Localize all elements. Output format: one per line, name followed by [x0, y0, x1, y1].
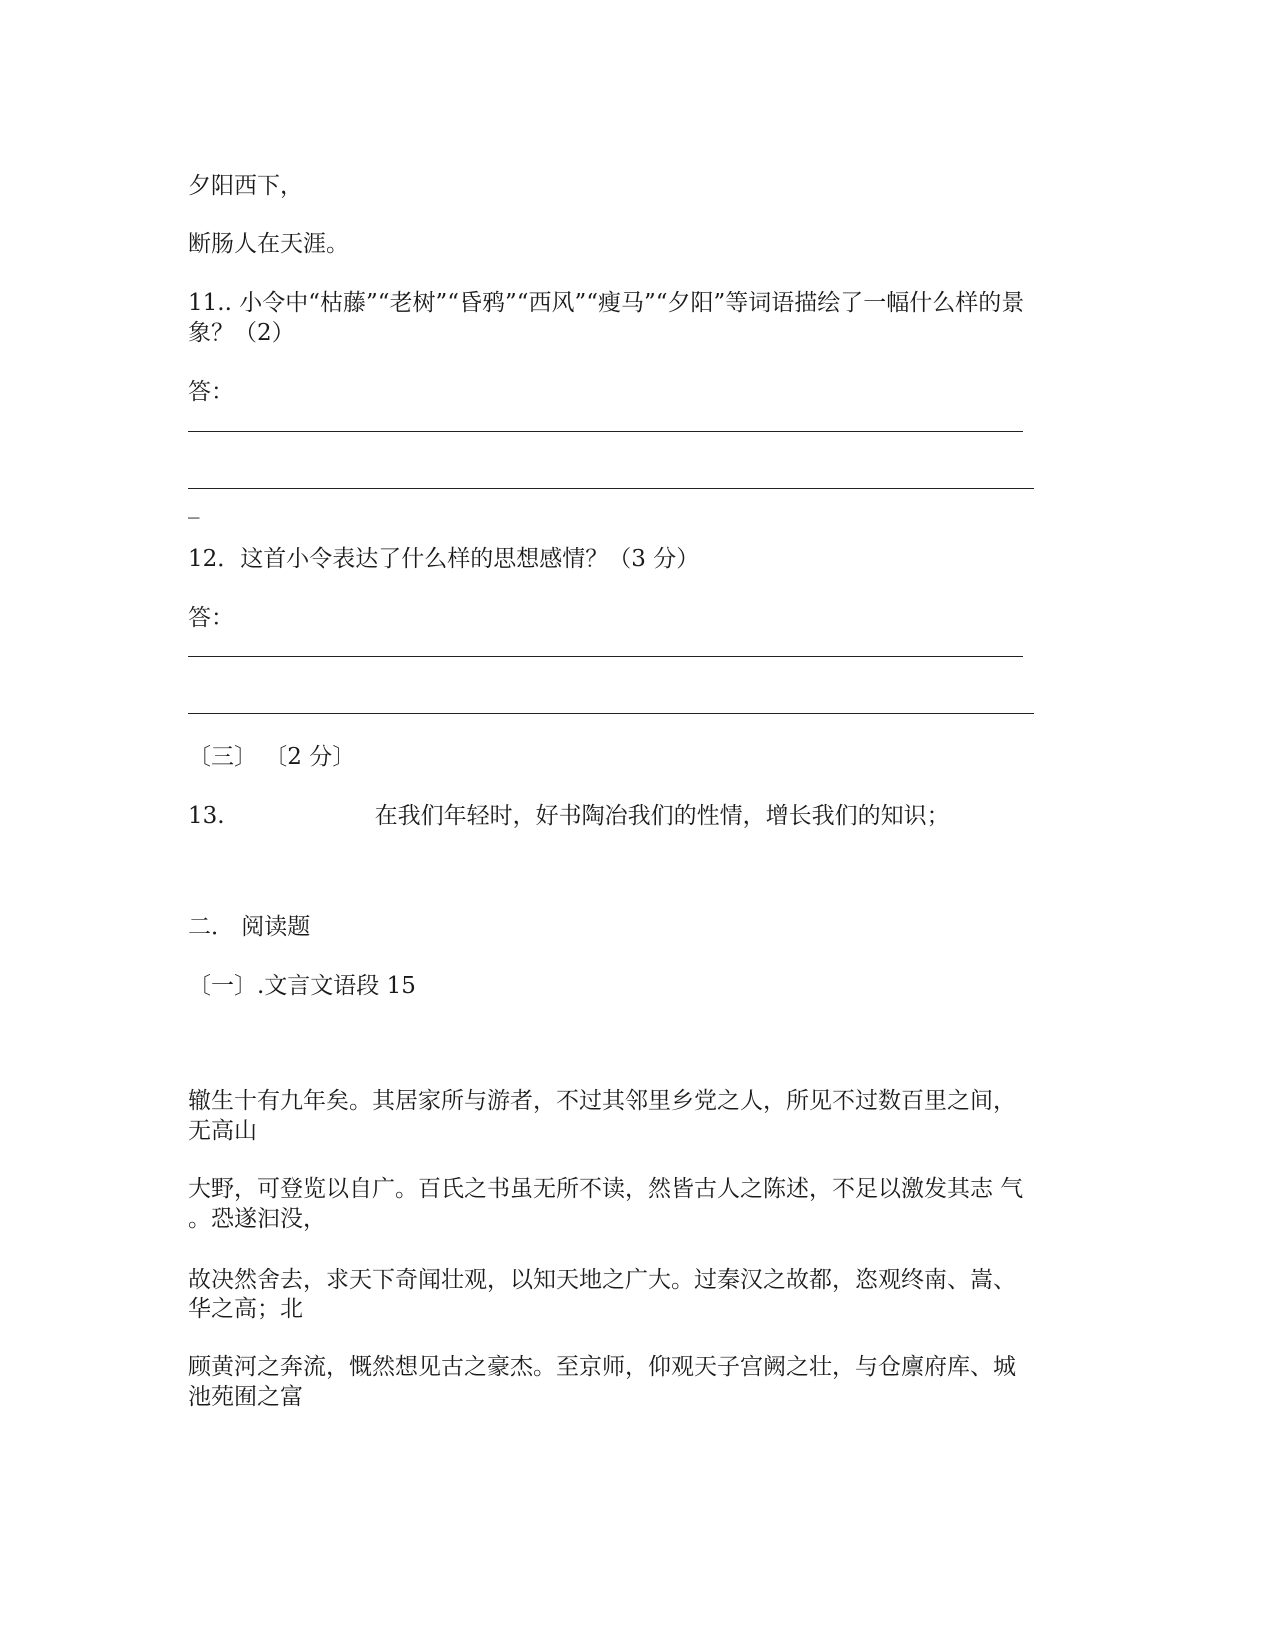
question-11-line-2: 象？（2） [188, 320, 295, 346]
question-13 [188, 800, 950, 832]
passage-paragraph-2-line-2: 。恐遂汩没， [188, 1206, 326, 1232]
passage-paragraph-3-line-1: 故决然舍去，求天下奇闻壮观，以知天地之广大。过秦汉之故都，恣观终南、嵩、 [188, 1267, 1016, 1293]
poem-line-1: 夕阳西下， [188, 173, 303, 199]
passage-paragraph-2-line-1: 大野，可登览以自广。百氏之书虽无所不读，然皆古人之陈述，不足以激发其志 气 [188, 1176, 1024, 1202]
answer-line [188, 713, 1034, 714]
question-13-text: 在我们年轻时，好书陶冶我们的性情，增长我们的知识； [374, 803, 950, 829]
section-2-heading: 二． 阅读题 [188, 914, 311, 940]
question-12-answer-label: 答： [188, 605, 234, 631]
answer-line [188, 656, 1023, 657]
question-13-number: 13. [188, 803, 225, 829]
passage-paragraph-4-line-1: 顾黄河之奔流，慨然想见古之豪杰。至京师，仰观天子宫阙之壮，与仓廪府库、城 [188, 1354, 1016, 1380]
passage-paragraph-1-line-1: 辙生十有九年矣。其居家所与游者，不过其邻里乡党之人，所见不过数百里之间， [188, 1088, 1016, 1114]
answer-line-overflow-mark: _ [188, 493, 200, 519]
poem-line-2: 断肠人在天涯。 [188, 231, 349, 257]
answer-line [188, 488, 1034, 489]
section-2-subheading: 〔一〕.文言文语段 15 [188, 973, 416, 999]
passage-paragraph-3-line-2: 华之高；北 [188, 1296, 303, 1322]
question-12: 12．这首小令表达了什么样的思想感情？（3 分） [188, 546, 700, 572]
section-3-heading: 〔三〕 〔2 分〕 [188, 744, 356, 770]
question-11-line-1: 11.. 小令中“枯藤”“老树”“昏鸦”“西风”“瘦马”“夕阳”等词语描绘了一幅什么样的景 [188, 290, 1025, 316]
answer-line [188, 431, 1023, 432]
passage-paragraph-1-line-2: 无高山 [188, 1118, 257, 1144]
passage-paragraph-4-line-2: 池苑囿之富 [188, 1384, 303, 1410]
question-11-answer-label: 答： [188, 379, 234, 405]
